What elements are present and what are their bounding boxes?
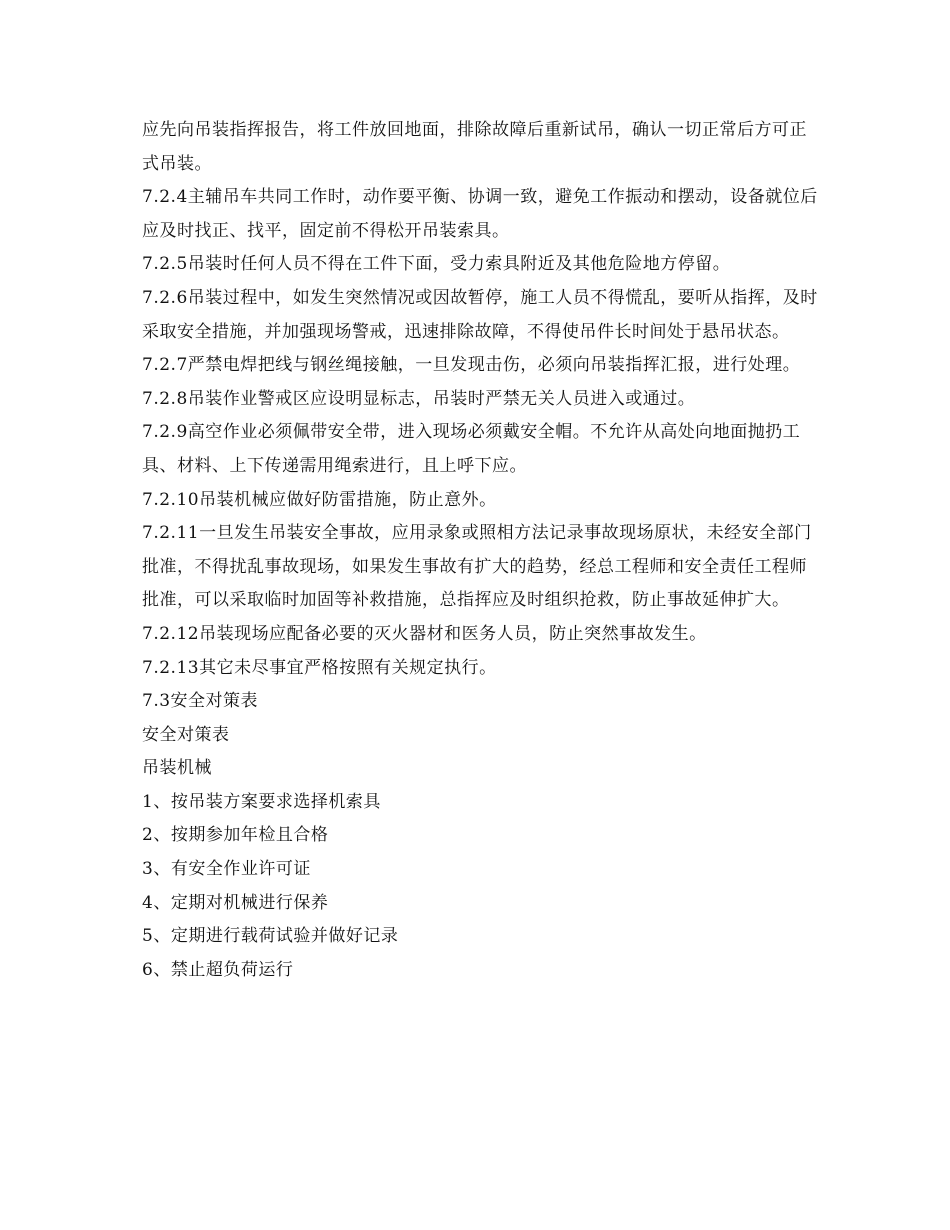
paragraph-7-2-7: 7.2.7严禁电焊把线与钢丝绳接触，一旦发现击伤，必须向吊装指挥汇报，进行处理。: [142, 355, 801, 376]
list-item: 1、按吊装方案要求选择机索具: [142, 791, 381, 812]
list-item: 3、有安全作业许可证: [142, 859, 311, 880]
paragraph-7-2-12: 7.2.12吊装现场应配备必要的灭火器材和医务人员，防止突然事故发生。: [142, 623, 707, 644]
list-item: 6、禁止超负荷运行: [142, 959, 294, 980]
paragraph-7-2-6: 7.2.6吊装过程中，如发生突然情况或因故暂停，施工人员不得慌乱，要听从指挥，及时采取安全措施，并加强现场警戒，迅速排除故障，不得使吊件长时间处于悬吊状态。: [142, 287, 818, 342]
table-title: 安全对策表: [142, 724, 230, 745]
paragraph-7-2-4: 7.2.4主辅吊车共同工作时，动作要平衡、协调一致，避免工作振动和摆动，设备就位后应及时找正、找平，固定前不得松开吊装索具。: [142, 187, 818, 241]
paragraph-continuation: 应先向吊装指挥报告，将工件放回地面，排除故障后重新试吊，确认一切正常后方可正式吊装。: [142, 120, 807, 174]
list-item: 2、按期参加年检且合格: [142, 825, 329, 846]
paragraph-7-2-9: 7.2.9高空作业必须佩带安全带，进入现场必须戴安全帽。不允许从高处向地面抛扔工具、材料、上下传递需用绳索进行，且上呼下应。: [142, 422, 801, 476]
list-item: 5、定期进行载荷试验并做好记录: [142, 926, 399, 947]
paragraph-7-2-11: 7.2.11一旦发生吊装安全事故，应用录象或照相方法记录事故现场原状，未经安全部门批准，不得扰乱事故现场，如果发生事故有扩大的趋势，经总工程师和安全责任工程师批准，可以采取临时加固等补救措施，总指挥应及时组织抢救，防止事故延伸扩大。: [142, 523, 812, 611]
paragraph-7-2-5: 7.2.5吊装时任何人员不得在工件下面，受力索具附近及其他危险地方停留。: [142, 254, 731, 275]
document-body: [142, 114, 822, 987]
category-label: 吊装机械: [142, 758, 212, 779]
section-heading-7-3: 7.3安全对策表: [142, 691, 259, 712]
paragraph-7-2-10: 7.2.10吊装机械应做好防雷措施，防止意外。: [142, 489, 497, 510]
paragraph-7-2-13: 7.2.13其它未尽事宜严格按照有关规定执行。: [142, 657, 497, 678]
list-item: 4、定期对机械进行保养: [142, 892, 329, 913]
paragraph-7-2-8: 7.2.8吊装作业警戒区应设明显标志，吊装时严禁无关人员进入或通过。: [142, 388, 696, 409]
